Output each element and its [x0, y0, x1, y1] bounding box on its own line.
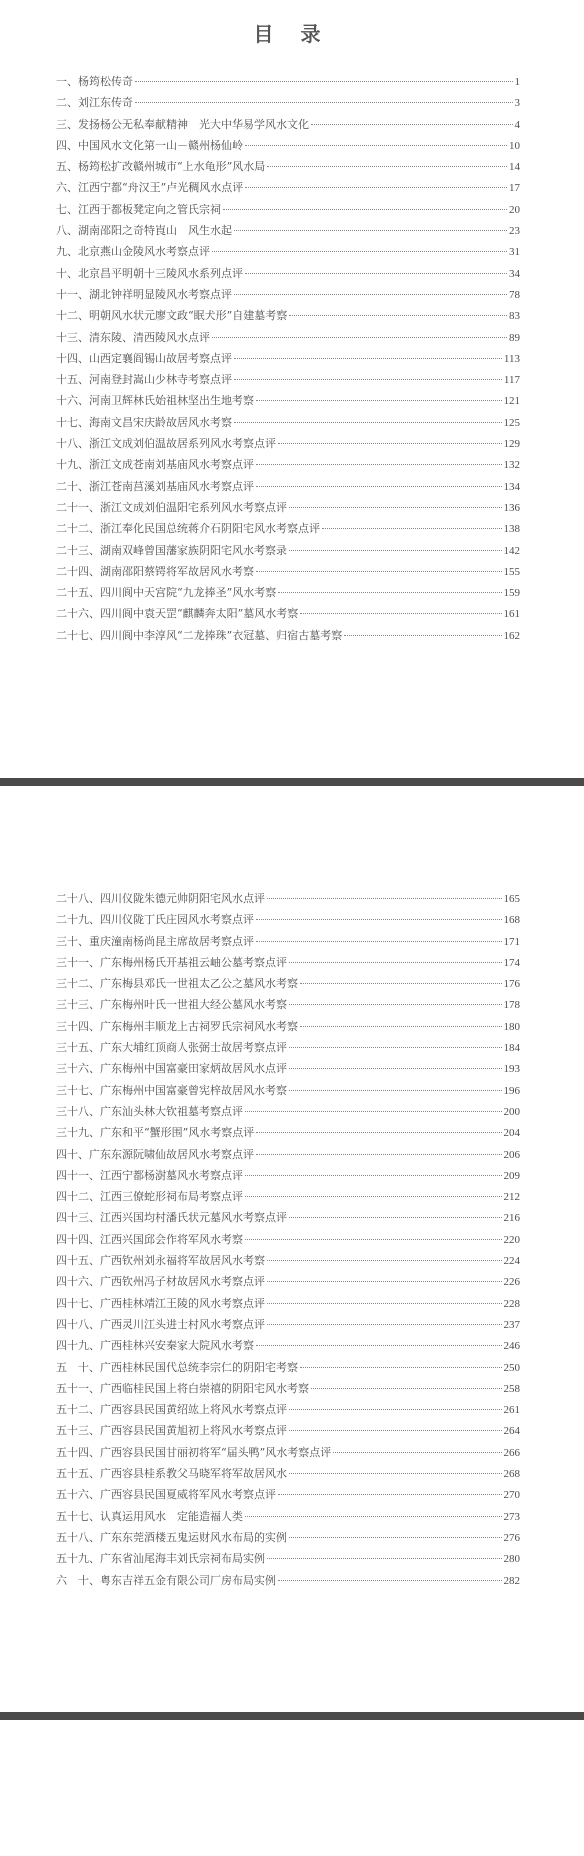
toc-leader-dots — [289, 1004, 502, 1005]
toc-leader-dots — [289, 1473, 502, 1474]
toc-entry-title: 三十九、广东和平“蟹形围”风水考察点评 — [56, 1126, 255, 1140]
toc-leader-dots — [256, 571, 502, 572]
toc-entry — [56, 392, 520, 413]
toc-entry — [56, 1422, 520, 1443]
toc-leader-dots — [256, 464, 502, 465]
toc-entry — [56, 627, 520, 648]
toc-entry-page-number: 113 — [503, 352, 520, 365]
toc-entry-page-number: 268 — [503, 1468, 520, 1481]
toc-entry — [56, 1060, 520, 1081]
toc-entry — [56, 520, 520, 541]
toc-leader-dots — [311, 1388, 502, 1389]
toc-entry-page-number: 23 — [509, 225, 520, 238]
toc-entry-title: 二十三、湖南双峰曾国藩家族阴阳宅风水考察录 — [56, 543, 287, 557]
toc-entry-title: 四十四、江西兴国邱会作将军风水考察 — [56, 1232, 243, 1246]
toc-leader-dots — [245, 1516, 502, 1517]
toc-entry-page-number: 273 — [503, 1510, 520, 1523]
toc-entry — [56, 222, 520, 243]
toc-entry — [56, 933, 520, 954]
toc-entry-page-number: 264 — [503, 1425, 520, 1438]
toc-leader-dots — [256, 1154, 502, 1155]
toc-entry-title: 十四、山西定襄阎锡山故居考察点评 — [56, 351, 232, 365]
toc-entry — [56, 1486, 520, 1507]
toc-entry-page-number: 250 — [503, 1361, 520, 1374]
toc-leader-dots — [212, 251, 507, 252]
toc-entry-page-number: 171 — [503, 935, 520, 948]
toc-entry-title: 十八、浙江文成刘伯温故居系列风水考察点评 — [56, 437, 276, 451]
toc-entry-title: 五十三、广西容县民国黄旭初上将风水考察点评 — [56, 1424, 287, 1438]
toc-leader-dots — [344, 635, 501, 636]
toc-entry-title: 五十一、广西临桂民国上将白崇禧的阴阳宅风水考察 — [56, 1381, 309, 1395]
toc-entry-page-number: 1 — [514, 76, 520, 88]
toc-entry-title: 十二、明朝风水状元廖文政“眠犬形”自建墓考察 — [56, 309, 288, 323]
toc-entry-title: 四十七、广西桂林靖江王陵的风水考察点评 — [56, 1296, 265, 1310]
toc-entry — [56, 1188, 520, 1209]
toc-leader-dots — [234, 358, 502, 359]
toc-list-page-2 — [56, 890, 520, 1593]
toc-entry — [56, 1401, 520, 1422]
toc-entry-title: 十一、湖北钟祥明显陵风水考察点评 — [56, 287, 232, 301]
toc-leader-dots — [300, 1367, 502, 1368]
toc-entry-page-number: 142 — [503, 544, 520, 557]
toc-entry — [56, 1337, 520, 1358]
toc-entry-title: 十七、海南文昌宋庆龄故居风水考察 — [56, 415, 232, 429]
toc-entry-page-number: 83 — [509, 310, 520, 323]
toc-entry — [56, 179, 520, 200]
toc-entry-page-number: 246 — [503, 1340, 520, 1353]
toc-leader-dots — [256, 919, 502, 920]
toc-entry-page-number: 10 — [509, 139, 520, 152]
toc-entry-title: 三十七、广东梅州中国富豪曾宪梓故居风水考察 — [56, 1083, 287, 1097]
toc-entry — [56, 1380, 520, 1401]
toc-leader-dots — [289, 1430, 502, 1431]
toc-entry-page-number: 193 — [503, 1063, 520, 1076]
toc-entry — [56, 1550, 520, 1571]
toc-entry-title: 七、江西于都板凳定向之管氏宗祠 — [56, 202, 221, 216]
toc-leader-dots — [311, 124, 513, 125]
toc-entry-page-number: 20 — [509, 203, 520, 216]
toc-leader-dots — [245, 1196, 502, 1197]
toc-entry — [56, 542, 520, 563]
toc-entry-title: 三十六、广东梅州中国富豪田家炳故居风水点评 — [56, 1062, 287, 1076]
toc-entry — [56, 307, 520, 328]
toc-entry — [56, 1231, 520, 1252]
toc-entry-page-number: 138 — [503, 523, 520, 536]
toc-entry-page-number: 280 — [503, 1553, 520, 1566]
toc-entry-title: 四、中国风水文化第一山－赣州杨仙岭 — [56, 138, 243, 152]
toc-entry — [56, 456, 520, 477]
toc-entry-page-number: 216 — [503, 1212, 520, 1225]
toc-entry-title: 二十二、浙江奉化民国总统蒋介石阴阳宅风水考察点评 — [56, 522, 320, 536]
toc-entry-title: 十三、清东陵、清西陵风水点评 — [56, 330, 210, 344]
toc-entry-title: 二十、浙江苍南莒溪刘基庙风水考察点评 — [56, 479, 254, 493]
toc-entry-title: 五十八、广东东莞酒楼五鬼运财风水布局的实例 — [56, 1530, 287, 1544]
toc-entry — [56, 605, 520, 626]
toc-entry-page-number: 4 — [514, 118, 520, 131]
toc-entry-title: 六、江西宁都“舟汉王”卢光稠风水点评 — [56, 181, 244, 195]
toc-leader-dots — [135, 102, 513, 103]
toc-entry-title: 五十六、广西容县民国夏威将军风水考察点评 — [56, 1488, 276, 1502]
toc-entry-title: 二十一、浙江文成刘伯温阳宅系列风水考察点评 — [56, 500, 287, 514]
toc-leader-dots — [245, 1175, 502, 1176]
toc-entry-title: 十九、浙江文成苍南刘基庙风水考察点评 — [56, 458, 254, 472]
toc-entry-page-number: 134 — [503, 480, 520, 493]
toc-entry — [56, 265, 520, 286]
toc-entry-page-number: 3 — [514, 97, 520, 110]
toc-entry-page-number: 237 — [503, 1318, 520, 1331]
toc-entry-title: 二十六、四川阆中袁天罡“麒麟奔太阳”墓风水考察 — [56, 607, 299, 621]
toc-entry — [56, 1124, 520, 1145]
toc-leader-dots — [267, 166, 507, 167]
toc-entry — [56, 137, 520, 158]
toc-leader-dots — [300, 983, 502, 984]
toc-entry-page-number: 159 — [503, 587, 520, 600]
toc-entry-title: 三十三、广东梅州叶氏一世祖大经公墓风水考察 — [56, 998, 287, 1012]
toc-entry — [56, 1146, 520, 1167]
toc-entry-title: 五 十、广西桂林民国代总统李宗仁的阴阳宅考察 — [56, 1360, 298, 1374]
toc-entry-page-number: 117 — [503, 374, 520, 387]
toc-entry-page-number: 176 — [503, 978, 520, 991]
toc-entry-page-number: 276 — [503, 1531, 520, 1544]
toc-leader-dots — [300, 1026, 502, 1027]
toc-leader-dots — [278, 443, 502, 444]
toc-entry — [56, 1572, 520, 1593]
toc-entry — [56, 1316, 520, 1337]
toc-entry-title: 三、发扬杨公无私奉献精神 光大中华易学风水文化 — [56, 117, 309, 131]
page-divider — [0, 778, 584, 786]
toc-entry-title: 四十九、广西桂林兴安秦家大院风水考察 — [56, 1339, 254, 1353]
toc-entry-title: 五十九、广东省汕尾海丰刘氏宗祠布局实例 — [56, 1552, 265, 1566]
toc-entry-page-number: 206 — [503, 1148, 520, 1161]
toc-entry-title: 二十五、四川阆中天宫院“九龙捧圣”风水考察 — [56, 586, 277, 600]
toc-entry-page-number: 165 — [503, 893, 520, 905]
toc-entry-title: 九、北京燕山金陵风水考察点评 — [56, 245, 210, 259]
toc-leader-dots — [245, 1239, 502, 1240]
toc-entry-page-number: 168 — [503, 914, 520, 927]
toc-entry — [56, 243, 520, 264]
toc-entry — [56, 158, 520, 179]
toc-entry-page-number: 200 — [503, 1105, 520, 1118]
toc-leader-dots — [223, 209, 507, 210]
toc-page-2 — [0, 786, 584, 1712]
toc-entry — [56, 954, 520, 975]
toc-leader-dots — [267, 1558, 502, 1559]
toc-entry-title: 二十九、四川仪陇丁氏庄园风水考察点评 — [56, 913, 254, 927]
toc-entry-page-number: 266 — [503, 1446, 520, 1459]
toc-leader-dots — [289, 550, 502, 551]
toc-entry-page-number: 178 — [503, 999, 520, 1012]
toc-entry — [56, 996, 520, 1017]
toc-entry — [56, 94, 520, 115]
toc-leader-dots — [245, 1111, 502, 1112]
toc-entry — [56, 584, 520, 605]
toc-entry-title: 四十五、广西钦州刘永福将军故居风水考察 — [56, 1254, 265, 1268]
toc-leader-dots — [245, 145, 507, 146]
toc-entry — [56, 286, 520, 307]
toc-entry-page-number: 204 — [503, 1127, 520, 1140]
toc-leader-dots — [278, 592, 501, 593]
toc-entry-title: 五十五、广西容县桂系教父马晓军将军故居风水 — [56, 1467, 287, 1481]
toc-entry — [56, 329, 520, 350]
toc-leader-dots — [289, 962, 502, 963]
toc-leader-dots — [256, 1132, 501, 1133]
toc-entry-page-number: 180 — [503, 1020, 520, 1033]
toc-entry — [56, 890, 520, 911]
blank-page — [0, 1720, 584, 1856]
toc-entry-page-number: 161 — [503, 608, 520, 621]
toc-entry-page-number: 155 — [503, 565, 520, 578]
toc-leader-dots — [289, 315, 507, 316]
toc-entry — [56, 1529, 520, 1550]
toc-leader-dots — [289, 507, 502, 508]
toc-entry — [56, 1273, 520, 1294]
toc-entry-title: 四十八、广西灵川江头进士村风水考察点评 — [56, 1317, 265, 1331]
toc-leader-dots — [278, 1580, 502, 1581]
toc-entry-title: 三十四、广东梅州丰顺龙上古祠罗氏宗祠风水考察 — [56, 1019, 298, 1033]
toc-entry-page-number: 226 — [503, 1276, 520, 1289]
toc-leader-dots — [212, 337, 507, 338]
toc-entry-title: 十、北京昌平明朝十三陵风水系列点评 — [56, 266, 243, 280]
toc-entry — [56, 563, 520, 584]
page-divider — [0, 1712, 584, 1720]
toc-entry-title: 三十、重庆潼南杨尚昆主席故居考察点评 — [56, 934, 254, 948]
toc-leader-dots — [289, 1047, 502, 1048]
toc-leader-dots — [289, 1090, 502, 1091]
toc-entry-page-number: 224 — [503, 1255, 520, 1268]
toc-entry-title: 三十一、广东梅州杨氏开基祖云岫公墓考察点评 — [56, 955, 287, 969]
toc-entry — [56, 1209, 520, 1230]
toc-entry — [56, 499, 520, 520]
toc-entry — [56, 1508, 520, 1529]
toc-leader-dots — [256, 400, 502, 401]
toc-entry-page-number: 136 — [503, 501, 520, 514]
toc-entry-title: 十六、河南卫辉林氏始祖林坚出生地考察 — [56, 394, 254, 408]
toc-leader-dots — [256, 1345, 502, 1346]
toc-entry — [56, 1039, 520, 1060]
toc-entry-title: 二十四、湖南邵阳蔡锷将军故居风水考察 — [56, 564, 254, 578]
toc-entry — [56, 478, 520, 499]
toc-leader-dots — [256, 486, 502, 487]
toc-entry-page-number: 174 — [503, 956, 520, 969]
toc-leader-dots — [300, 613, 501, 614]
toc-page-1 — [0, 0, 584, 778]
toc-entry — [56, 350, 520, 371]
toc-entry-page-number: 212 — [503, 1191, 520, 1204]
toc-leader-dots — [135, 81, 513, 82]
toc-leader-dots — [267, 898, 502, 899]
toc-entry — [56, 1444, 520, 1465]
toc-entry — [56, 73, 520, 94]
toc-entry-page-number: 129 — [503, 438, 520, 451]
toc-entry — [56, 414, 520, 435]
toc-leader-dots — [278, 1494, 502, 1495]
toc-entry-page-number: 270 — [503, 1489, 520, 1502]
toc-entry-page-number: 282 — [503, 1574, 520, 1587]
toc-leader-dots — [234, 422, 502, 423]
toc-entry-page-number: 228 — [503, 1297, 520, 1310]
toc-entry-page-number: 132 — [503, 459, 520, 472]
toc-leader-dots — [289, 1217, 502, 1218]
toc-entry-page-number: 14 — [509, 161, 520, 174]
toc-leader-dots — [289, 1537, 502, 1538]
toc-leader-dots — [234, 230, 507, 231]
toc-entry — [56, 1018, 520, 1039]
toc-leader-dots — [289, 1068, 502, 1069]
toc-entry — [56, 116, 520, 137]
toc-entry-page-number: 209 — [503, 1169, 520, 1182]
toc-entry — [56, 1167, 520, 1188]
toc-entry-page-number: 78 — [509, 288, 520, 301]
toc-entry — [56, 1465, 520, 1486]
toc-entry — [56, 1295, 520, 1316]
toc-leader-dots — [234, 379, 502, 380]
toc-entry-title: 四十三、江西兴国均村潘氏状元墓风水考察点评 — [56, 1211, 287, 1225]
toc-entry-title: 二十八、四川仪陇朱德元帅阴阳宅风水点评 — [56, 892, 265, 905]
toc-entry-page-number: 220 — [503, 1233, 520, 1246]
toc-leader-dots — [322, 528, 502, 529]
toc-entry — [56, 371, 520, 392]
toc-entry-page-number: 31 — [509, 246, 520, 259]
toc-entry-title: 十五、河南登封嵩山少林寺考察点评 — [56, 373, 232, 387]
toc-entry — [56, 1103, 520, 1124]
toc-entry-title: 四十二、江西三僚蛇形祠布局考察点评 — [56, 1190, 243, 1204]
toc-entry-page-number: 196 — [503, 1084, 520, 1097]
toc-leader-dots — [267, 1260, 502, 1261]
toc-entry-page-number: 125 — [503, 416, 520, 429]
toc-entry-title: 四十一、江西宁都杨澍墓风水考察点评 — [56, 1168, 243, 1182]
toc-leader-dots — [267, 1324, 502, 1325]
toc-leader-dots — [267, 1303, 502, 1304]
toc-entry-title: 五十二、广西容县民国黄绍竑上将风水考察点评 — [56, 1403, 287, 1417]
toc-entry-title: 一、杨筠松传奇 — [56, 75, 133, 88]
toc-leader-dots — [289, 1409, 502, 1410]
toc-entry-title: 五、杨筠松扩改赣州城市“上水龟形”风水局 — [56, 160, 266, 174]
toc-entry-page-number: 17 — [509, 182, 520, 195]
toc-leader-dots — [245, 187, 507, 188]
toc-entry-title: 三十五、广东大埔红顶商人张弼士故居考察点评 — [56, 1041, 287, 1055]
toc-entry-page-number: 162 — [503, 629, 520, 642]
toc-entry-page-number: 89 — [509, 331, 520, 344]
toc-entry — [56, 1359, 520, 1380]
toc-entry-page-number: 184 — [503, 1042, 520, 1055]
toc-entry-title: 五十七、认真运用风水 定能造福人类 — [56, 1509, 243, 1523]
toc-leader-dots — [256, 941, 502, 942]
toc-entry-title: 六 十、粤东吉祥五金有限公司厂房布局实例 — [56, 1573, 276, 1587]
toc-entry — [56, 975, 520, 996]
toc-entry — [56, 435, 520, 456]
toc-entry-page-number: 34 — [509, 267, 520, 280]
toc-entry-title: 二十七、四川阆中李淳风“二龙捧珠”衣冠墓、归宿古墓考察 — [56, 628, 343, 642]
page-title: 目 录 — [253, 22, 331, 46]
toc-entry — [56, 201, 520, 222]
toc-entry-title: 四十、广东东源阮啸仙故居风水考察点评 — [56, 1147, 254, 1161]
toc-entry-title: 八、湖南邵阳之奇特崀山 风生水起 — [56, 224, 232, 238]
toc-entry — [56, 1082, 520, 1103]
toc-entry-page-number: 258 — [503, 1382, 520, 1395]
toc-entry — [56, 1252, 520, 1273]
toc-entry-title: 四十六、广西钦州冯子材故居风水考察点评 — [56, 1275, 265, 1289]
toc-entry-title: 三十二、广东梅县邓氏一世祖太乙公之墓风水考察 — [56, 977, 298, 991]
toc-entry-page-number: 121 — [503, 395, 520, 408]
toc-leader-dots — [245, 273, 507, 274]
toc-entry — [56, 911, 520, 932]
toc-leader-dots — [267, 1281, 502, 1282]
toc-entry-title: 五十四、广西容县民国甘丽初将军“届头鸭”风水考察点评 — [56, 1445, 332, 1459]
toc-list-page-1 — [56, 73, 520, 648]
toc-entry-title: 二、刘江东传奇 — [56, 96, 133, 110]
toc-leader-dots — [333, 1452, 501, 1453]
toc-entry-page-number: 261 — [503, 1404, 520, 1417]
toc-entry-title: 三十八、广东汕头林大钦祖墓考察点评 — [56, 1104, 243, 1118]
toc-leader-dots — [234, 294, 507, 295]
